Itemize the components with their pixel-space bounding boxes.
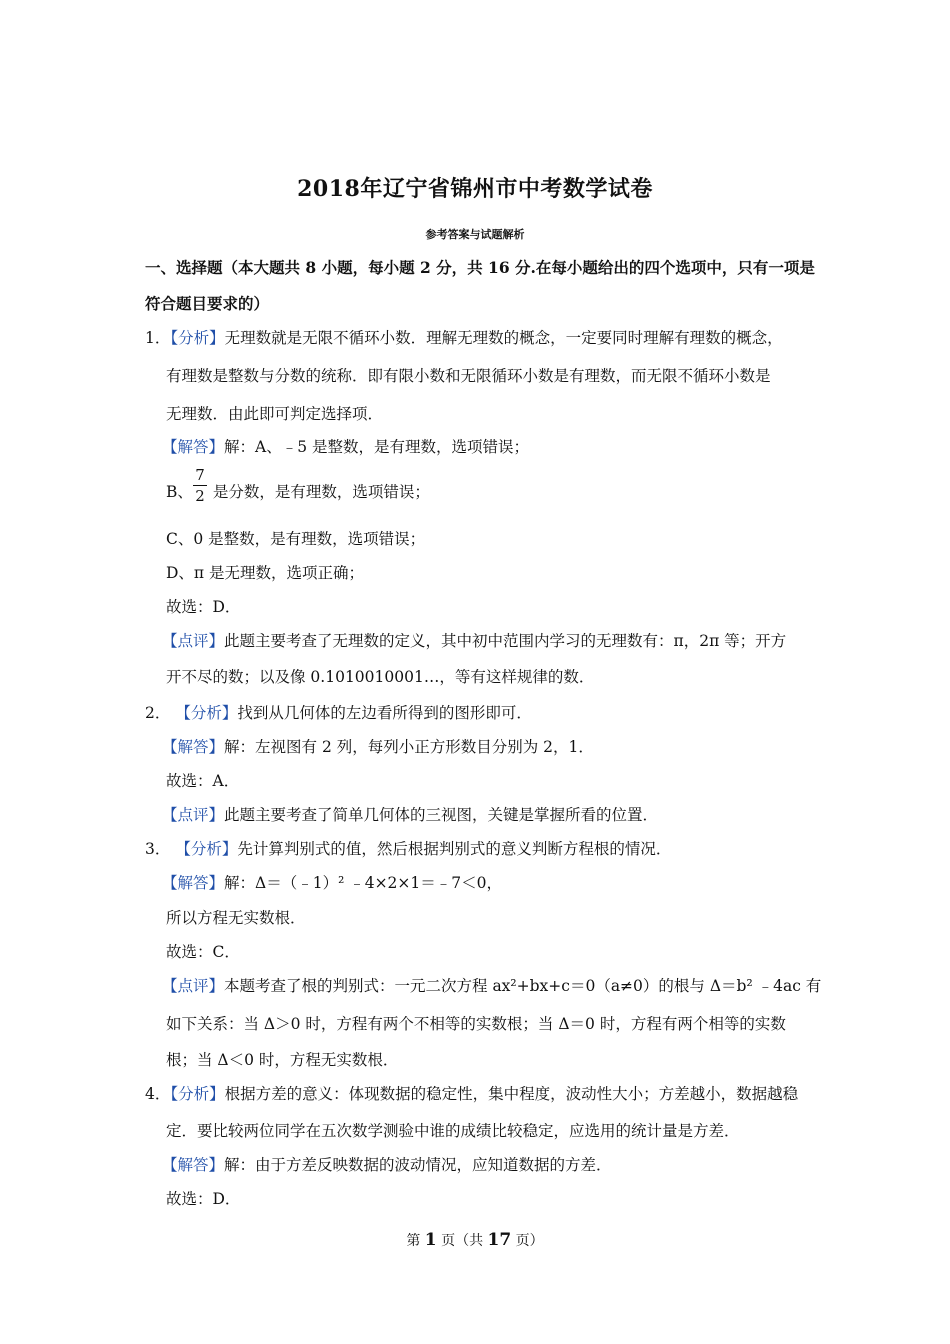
q4-choice: 故选：D．	[166, 1190, 241, 1208]
q3-answer-line2: 所以方程无实数根．	[166, 909, 306, 927]
footer-total-pages: 17	[487, 1230, 512, 1250]
fraction-denominator: 2	[195, 487, 205, 505]
answer-tag: 【解答】	[162, 1156, 225, 1174]
q1-option-d: D、π 是无理数，选项正确；	[166, 564, 365, 582]
q3-comment-line2: 如下关系：当 Δ＞0 时，方程有两个不相等的实数根；当 Δ＝0 时，方程有两个相等的实数	[166, 1015, 786, 1033]
q2-comment-text: 此题主要考查了简单几何体的三视图，关键是掌握所看的位置．	[224, 806, 659, 824]
q1-comment-line	[162, 629, 786, 651]
fraction-bar	[193, 485, 207, 486]
q1-b-prefix: B、	[166, 483, 193, 501]
q1-comment-line2: 开不尽的数；以及像 0.1010010001…，等有这样规律的数．	[166, 668, 595, 686]
answer-tag: 【解答】	[162, 438, 225, 456]
fraction-seven-halves	[193, 466, 207, 505]
footer-page-number: 1	[424, 1230, 437, 1250]
page-subtitle: 参考答案与试题解析	[425, 228, 525, 241]
q2-answer-text: 解：左视图有 2 列，每列小正方形数目分别为 2，1．	[224, 738, 594, 756]
q3-comment-line3: 根；当 Δ＜0 时，方程无实数根．	[166, 1051, 399, 1069]
page-title: 2018年辽宁省锦州市中考数学试卷	[297, 176, 653, 202]
q1-analysis-text: 无理数就是无限不循环小数．理解无理数的概念，一定要同时理解有理数的概念，	[224, 329, 783, 347]
q1-answer-line	[162, 435, 529, 457]
q4-analysis-text: 根据方差的意义：体现数据的稳定性，集中程度，波动性大小；方差越小，数据越稳	[224, 1085, 799, 1103]
analysis-tag: 【分析】	[170, 1085, 225, 1103]
q1-answer-text: 解：A、﹣5 是整数，是有理数，选项错误；	[224, 438, 529, 456]
q4-analysis-line	[145, 1082, 798, 1104]
analysis-tag: 【分析】	[175, 704, 238, 722]
q1-analysis-line3: 无理数．由此即可判定选择项．	[166, 405, 384, 423]
q1-number: 1．	[145, 329, 171, 347]
q2-choice: 故选：A．	[166, 772, 240, 790]
answer-tag: 【解答】	[162, 738, 225, 756]
footer-mid: 页（共	[441, 1233, 484, 1249]
q1-analysis-line2: 有理数是整数与分数的统称．即有限小数和无限循环小数是有理数，而无限不循环小数是	[166, 367, 771, 385]
q1-option-c: C、0 是整数，是有理数，选项错误；	[166, 530, 426, 548]
q3-analysis-line	[145, 837, 671, 859]
comment-tag: 【点评】	[162, 632, 225, 650]
q4-number: 4．	[145, 1085, 171, 1103]
q1-analysis-line	[145, 326, 783, 348]
analysis-tag: 【分析】	[175, 840, 238, 858]
q3-answer-text: 解：Δ＝（﹣1）² ﹣4×2×1＝﹣7＜0，	[224, 874, 502, 892]
comment-tag: 【点评】	[162, 977, 225, 995]
q3-comment-line	[162, 974, 821, 996]
answer-tag: 【解答】	[162, 874, 225, 892]
q1-b-text: 是分数，是有理数，选项错误；	[212, 483, 430, 501]
q3-answer-line	[162, 871, 502, 893]
footer-post: 页）	[515, 1233, 544, 1249]
fraction-numerator: 7	[195, 466, 205, 484]
q2-analysis-text: 找到从几何体的左边看所得到的图形即可．	[237, 704, 532, 722]
q1-comment-text: 此题主要考查了无理数的定义，其中初中范围内学习的无理数有：π，2π 等；开方	[224, 632, 787, 650]
section-heading: 一、选择题（本大题共 8 小题，每小题 2 分，共 16 分.在每小题给出的四个选项中，只有一项是	[145, 258, 815, 277]
comment-tag: 【点评】	[162, 806, 225, 824]
section-heading-cont: 符合题目要求的）	[145, 294, 270, 313]
q4-answer-line	[162, 1153, 612, 1175]
q3-analysis-text: 先计算判别式的值，然后根据判别式的意义判断方程根的情况．	[237, 840, 672, 858]
q2-comment-line	[162, 803, 658, 825]
q2-number: 2．	[145, 704, 171, 722]
analysis-tag: 【分析】	[170, 329, 225, 347]
q1-choice: 故选：D．	[166, 598, 241, 616]
q4-answer-text: 解：由于方差反映数据的波动情况，应知道数据的方差．	[224, 1156, 612, 1174]
q2-answer-line	[162, 735, 594, 757]
q3-choice: 故选：C．	[166, 943, 240, 961]
q2-analysis-line	[145, 701, 532, 723]
q4-analysis-line2: 定．要比较两位同学在五次数学测验中谁的成绩比较稳定，应选用的统计量是方差．	[166, 1122, 740, 1140]
q3-number: 3．	[145, 840, 171, 858]
q3-comment-text: 本题考查了根的判别式：一元二次方程 ax²+bx+c＝0（a≠0）的根与 Δ＝b² ﹣4ac 有	[224, 977, 822, 995]
page-footer	[0, 1230, 950, 1250]
footer-pre: 第	[406, 1233, 421, 1249]
